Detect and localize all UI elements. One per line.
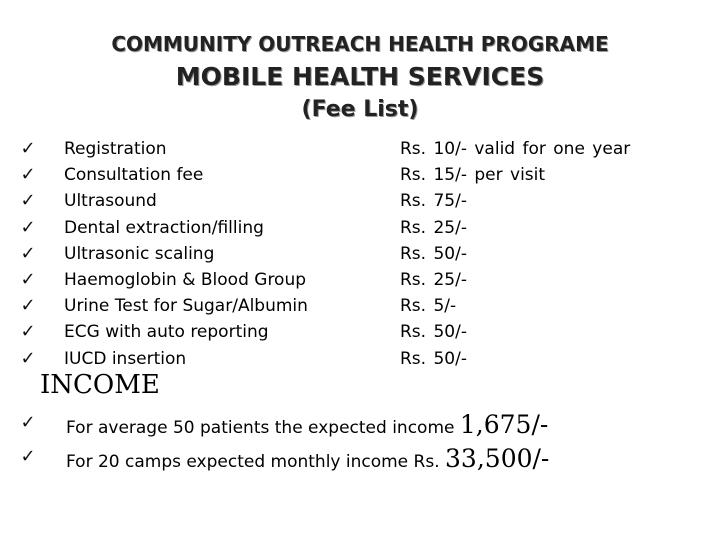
income-heading: INCOME (40, 370, 160, 400)
checkmark-icon: ✓ (20, 347, 36, 369)
income-line (66, 442, 549, 479)
fee-item: Consultation fee (64, 165, 204, 186)
services-title: MOBILE HEALTH SERVICES (175, 62, 545, 91)
fee-row (18, 215, 708, 241)
checkmark-icon: ✓ (20, 412, 36, 433)
checkmark-icon: ✓ (20, 164, 36, 186)
income-description: For 20 camps expected monthly income Rs. (66, 452, 446, 472)
fee-row (18, 293, 708, 319)
program-title: COMMUNITY OUTREACH HEALTH PROGRAME (111, 32, 609, 56)
income-row (18, 442, 708, 476)
income-row (18, 408, 708, 442)
fee-row (18, 346, 708, 372)
fee-price: Rs. 25/- (400, 269, 467, 290)
fee-row (18, 136, 708, 162)
fee-price: Rs. 75/- (400, 191, 467, 212)
fee-row (18, 188, 708, 214)
checkmark-icon: ✓ (20, 190, 36, 212)
checkmark-icon: ✓ (20, 216, 36, 238)
checkmark-icon: ✓ (20, 242, 36, 264)
income-amount: 1,675/- (459, 410, 549, 439)
fee-price: Rs. 10/- valid for one year (400, 139, 631, 159)
fee-list-subtitle: (Fee List) (301, 97, 419, 122)
fee-row (18, 319, 708, 345)
fee-price: Rs. 25/- (400, 217, 467, 238)
fee-price: Rs. 5/- (400, 296, 457, 317)
fee-price: Rs. 50/- (400, 322, 467, 343)
fee-item: ECG with auto reporting (64, 322, 269, 343)
fee-row (18, 162, 708, 188)
fee-list (18, 136, 708, 372)
checkmark-icon: ✓ (20, 446, 36, 467)
income-list (18, 408, 708, 476)
fee-item: Dental extraction/filling (64, 217, 264, 238)
checkmark-icon: ✓ (20, 268, 36, 290)
fee-row (18, 267, 708, 293)
fee-price: Rs. 50/- (400, 243, 467, 264)
fee-price: Rs. 50/- (400, 348, 467, 369)
fee-item: Urine Test for Sugar/Albumin (64, 296, 308, 317)
fee-item: Ultrasonic scaling (64, 243, 215, 264)
checkmark-icon: ✓ (20, 321, 36, 343)
income-description: For average 50 patients the expected income (66, 418, 460, 438)
fee-row (18, 241, 708, 267)
fee-item: Haemoglobin & Blood Group (64, 269, 307, 290)
fee-price: Rs. 15/- per visit (400, 165, 546, 186)
fee-item: IUCD insertion (64, 348, 187, 369)
checkmark-icon: ✓ (20, 138, 36, 159)
fee-item: Registration (64, 139, 167, 159)
income-line (66, 408, 548, 445)
income-amount: 33,500/- (445, 444, 550, 473)
checkmark-icon: ✓ (20, 295, 36, 317)
fee-item: Ultrasound (64, 191, 157, 212)
